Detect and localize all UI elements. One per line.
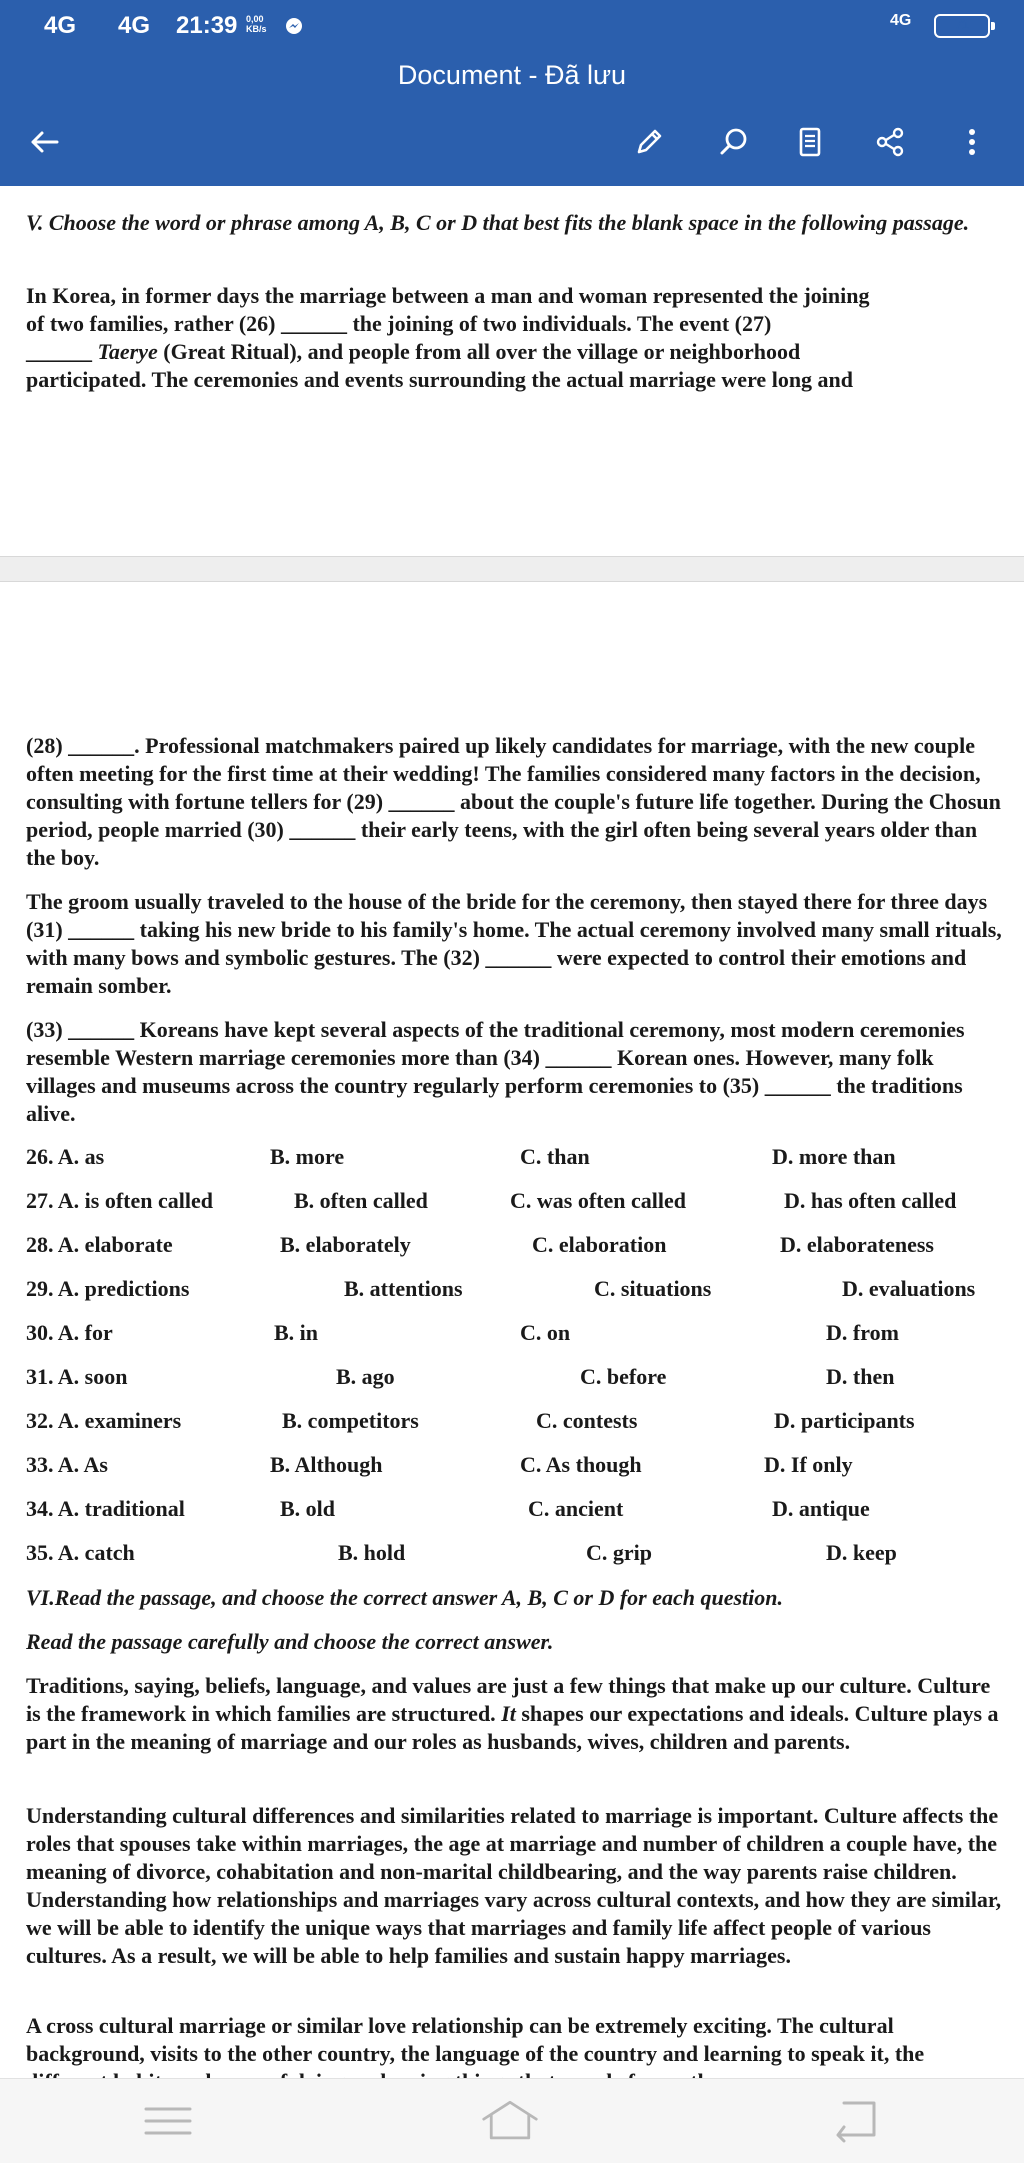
clipped-previous-line — [26, 186, 1006, 192]
more-vert-icon[interactable] — [948, 118, 996, 166]
p1-line-3 — [26, 338, 1006, 366]
clock: 21:39 — [176, 12, 238, 39]
section-6-subheading: Read the passage carefully and choose the correct answer. — [26, 1629, 554, 1654]
option-row-34 — [26, 1496, 1006, 1526]
option-row-31 — [26, 1364, 1006, 1394]
option-35-c: C. grip — [586, 1540, 652, 1565]
option-33-b: B. Although — [270, 1452, 383, 1477]
p5-part-1: Traditions, saying, beliefs, language, and values are just a few things that make up our culture. Culture is the framework in which families are structured. — [26, 1673, 991, 1726]
option-30-a: 30. A. for — [26, 1320, 113, 1345]
paragraph-7: A cross cultural marriage or similar love relationship can be extremely exciting. The cultural background, visits to the other country, the language of the country and learning to speak it, the — [26, 2013, 925, 2066]
option-row-28 — [26, 1232, 1006, 1262]
p1-line-2: of two families, rather (26) ______ the joining of two individuals. The event (27) — [26, 311, 772, 336]
option-row-32 — [26, 1408, 1006, 1438]
option-28-b: B. elaborately — [280, 1232, 411, 1257]
network-indicator-2: 4G — [118, 12, 151, 39]
app-bar — [0, 0, 1024, 186]
option-35-a: 35. A. catch — [26, 1540, 135, 1565]
paragraph-1 — [26, 282, 1006, 394]
option-33-d: D. If only — [764, 1452, 853, 1477]
option-35-d: D. keep — [826, 1540, 897, 1565]
system-nav-bar — [0, 2078, 1024, 2163]
option-28-a: 28. A. elaborate — [26, 1232, 173, 1257]
p1-line-4: participated. The ceremonies and events surrounding the actual marriage were long and — [26, 367, 854, 392]
option-33-a: 33. A. As — [26, 1452, 108, 1477]
share-icon[interactable] — [866, 118, 914, 166]
option-29-d: D. evaluations — [842, 1276, 976, 1301]
reading-mode-icon[interactable] — [786, 118, 834, 166]
option-row-30 — [26, 1320, 1006, 1350]
option-34-c: C. ancient — [528, 1496, 624, 1521]
option-28-c: C. elaboration — [532, 1232, 667, 1257]
section-5-heading-text: V. Choose the word or phrase among A, B, C or D that best fits the blank space in the following passage. — [26, 210, 970, 235]
document-page-2[interactable] — [0, 582, 1024, 2078]
option-30-d: D. from — [826, 1320, 899, 1345]
page-separator — [0, 556, 1024, 582]
section-6-heading: VI.Read the passage, and choose the correct answer A, B, C or D for each question. — [26, 1585, 784, 1610]
messenger-icon — [284, 16, 304, 36]
option-27-d: D. has often called — [784, 1188, 957, 1213]
option-30-c: C. on — [520, 1320, 571, 1345]
option-27-b: B. often called — [294, 1188, 428, 1213]
paragraph-6: Understanding cultural differences and similarities related to marriage is important. Culture affects the roles that spouses take within marriages, the age at marriage and number of children a couple have, the meaning of divorce, cohabitation and non-marital childbearing, and the way parents raise children. Understanding how relationships and marriages vary across cultural contexts, and how they are similar, we will be able to identify the unique ways that marriages and family life affect people of various cultures. As a result, we will be able to help families and sustain happy marriages. — [26, 1803, 1002, 1968]
option-35-b: B. hold — [338, 1540, 406, 1565]
option-row-33 — [26, 1452, 1006, 1482]
pencil-icon[interactable] — [625, 118, 673, 166]
option-row-29 — [26, 1276, 1006, 1306]
option-32-d: D. participants — [774, 1408, 915, 1433]
recent-apps-icon[interactable] — [138, 2097, 198, 2145]
option-33-c: C. As though — [520, 1452, 642, 1477]
option-30-b: B. in — [274, 1320, 319, 1345]
network-indicator-right: 4G — [890, 12, 912, 29]
option-26-b: B. more — [270, 1144, 345, 1169]
option-28-d: D. elaborateness — [780, 1232, 934, 1257]
battery-tip — [991, 22, 995, 30]
option-31-b: B. ago — [336, 1364, 395, 1389]
paragraph-5 — [26, 1672, 1006, 1756]
option-27-c: C. was often called — [510, 1188, 686, 1213]
option-34-b: B. old — [280, 1496, 336, 1521]
p1-taerye: Taerye — [97, 339, 158, 364]
option-row-27 — [26, 1188, 1006, 1218]
option-29-a: 29. A. predictions — [26, 1276, 190, 1301]
p1-line-1: In Korea, in former days the marriage between a man and woman represented the joining — [26, 283, 870, 308]
option-31-a: 31. A. soon — [26, 1364, 128, 1389]
option-26-a: 26. A. as — [26, 1144, 105, 1169]
network-indicator-1: 4G — [44, 12, 77, 39]
status-bar — [0, 0, 1024, 56]
option-26-c: C. than — [520, 1144, 590, 1169]
option-32-a: 32. A. examiners — [26, 1408, 182, 1433]
paragraph-3: The groom usually traveled to the house of the bride for the ceremony, then stayed there for three days (31) ______ taking his new bride to his family's home. The actual ceremony involved many small rituals, with many bows and symbolic gestures. The (32) ______ were expected to control their emotions and remain somber. — [26, 889, 1002, 998]
document-title: Document - Đã lưu — [397, 60, 627, 90]
option-row-35 — [26, 1540, 1006, 1570]
option-26-d: D. more than — [772, 1144, 896, 1169]
p1-blank-27: ______ — [26, 339, 98, 364]
back-icon[interactable] — [826, 2097, 886, 2145]
document-page-1[interactable] — [0, 186, 1024, 556]
paragraph-2: (28) ______. Professional matchmakers paired up likely candidates for marriage, with the new couple often meeting for the first time at their wedding! The families considered many factors in the decision, consulting with fortune tellers for (29) ______ about the couple's future life together. During the Chosun period, people married (30) ______ their early teens, with the girl often being several years older than the boy. — [26, 733, 1001, 870]
option-32-b: B. competitors — [282, 1408, 419, 1433]
network-speed: 0,00 KB/s — [246, 14, 267, 34]
battery-icon — [934, 14, 990, 38]
section-5-heading — [26, 208, 1006, 238]
option-row-26 — [26, 1144, 1006, 1174]
option-32-c: C. contests — [536, 1408, 638, 1433]
search-icon[interactable] — [710, 118, 758, 166]
option-31-c: C. before — [580, 1364, 667, 1389]
option-29-c: C. situations — [594, 1276, 712, 1301]
back-arrow-icon[interactable] — [20, 118, 68, 166]
p5-it: It — [501, 1701, 516, 1726]
option-34-a: 34. A. traditional — [26, 1496, 185, 1521]
battery-level: 71 — [954, 17, 970, 32]
option-27-a: 27. A. is often called — [26, 1188, 213, 1213]
p5-part-2: shapes our expectations and ideals. Culture plays a part in the meaning of marriage and our roles as husbands, wives, children and parents. — [26, 1701, 999, 1754]
paragraph-4: (33) ______ Koreans have kept several aspects of the traditional ceremony, most modern ceremonies resemble Western marriage ceremonies more than (34) ______ Korean ones. However, many folk villages and museums across the country regularly perform ceremonies to (35) ______ the traditions alive. — [26, 1017, 965, 1126]
home-icon[interactable] — [480, 2097, 540, 2145]
option-34-d: D. antique — [772, 1496, 870, 1521]
option-31-d: D. then — [826, 1364, 895, 1389]
p1-line-3-rest: (Great Ritual), and people from all over the village or neighborhood — [157, 339, 801, 364]
option-29-b: B. attentions — [344, 1276, 463, 1301]
